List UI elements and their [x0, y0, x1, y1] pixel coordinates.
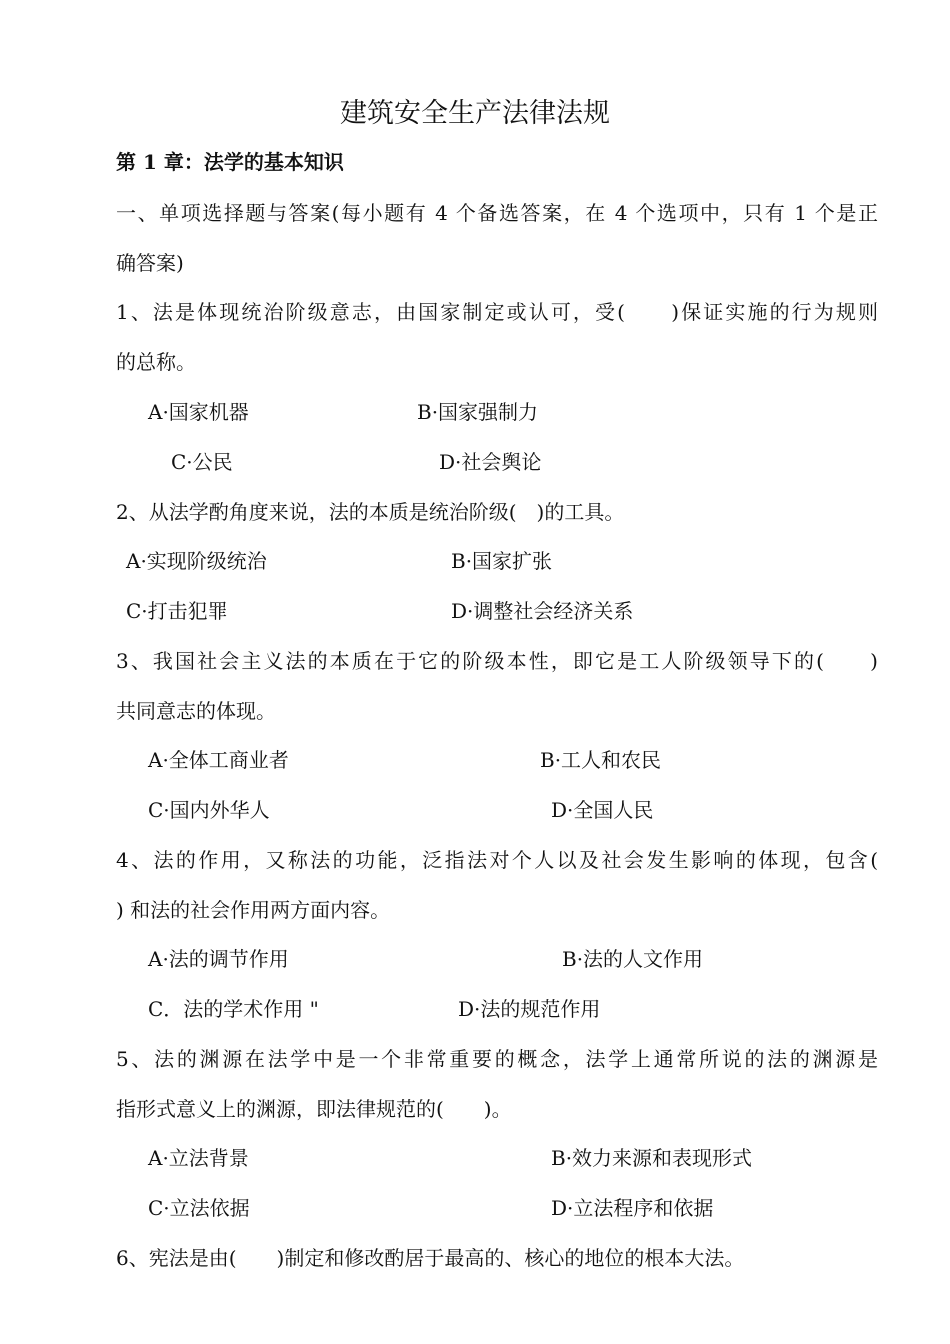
question-2-option-a: A·实现阶级统治 [126, 549, 267, 573]
question-4-option-c: C．法的学术作用 " [148, 997, 319, 1021]
question-4-line-2: ) 和法的社会作用两方面内容。 [116, 898, 391, 922]
question-3-option-c: C·国内外华人 [148, 798, 270, 822]
question-4-option-b: B·法的人文作用 [562, 947, 704, 971]
question-5-option-c: C·立法依据 [148, 1196, 250, 1220]
question-6-line-1: 6、宪法是由( )制定和修改酌居于最高的、核心的地位的根本大法。 [116, 1246, 745, 1270]
question-1-option-c: C·公民 [171, 450, 233, 474]
question-1-option-b: B·国家强制力 [417, 400, 539, 424]
question-3-line-2: 共同意志的体现。 [116, 699, 276, 723]
question-4-line-1: 4、法的作用，又称法的功能，泛指法对个人以及社会发生影响的体现，包含( [116, 848, 878, 872]
question-5-option-d: D·立法程序和依据 [551, 1196, 714, 1220]
question-3-line-1: 3、我国社会主义法的本质在于它的阶级本性，即它是工人阶级领导下的( ) [116, 649, 878, 673]
question-1-option-d: D·社会舆论 [439, 450, 542, 474]
section-heading-line-2: 确答案) [116, 251, 184, 275]
question-3-option-d: D·全国人民 [551, 798, 654, 822]
question-2-line-1: 2、从法学酌角度来说，法的本质是统治阶级( )的工具。 [116, 500, 625, 524]
question-5-option-a: A·立法背景 [148, 1146, 249, 1170]
question-1-line-2: 的总称。 [116, 350, 196, 374]
question-3-option-b: B·工人和农民 [540, 748, 662, 772]
question-4-option-d: D·法的规范作用 [458, 997, 601, 1021]
question-5-line-2: 指形式意义上的渊源，即法律规范的( )。 [116, 1097, 512, 1121]
question-5-line-1: 5、法的渊源在法学中是一个非常重要的概念，法学上通常所说的法的渊源是 [116, 1047, 878, 1071]
section-heading-line-1: 一、单项选择题与答案(每小题有 4 个备选答案，在 4 个选项中，只有 1 个是正 [116, 201, 878, 225]
question-2-option-d: D·调整社会经济关系 [451, 599, 634, 623]
question-1-line-1: 1、法是体现统治阶级意志，由国家制定或认可，受( )保证实施的行为规则 [116, 300, 878, 324]
document-title: 建筑安全生产法律法规 [340, 98, 610, 129]
question-1-option-a: A·国家机器 [148, 400, 249, 424]
question-4-option-a: A·法的调节作用 [148, 947, 289, 971]
question-2-option-c: C·打击犯罪 [126, 599, 228, 623]
question-3-option-a: A·全体工商业者 [148, 748, 289, 772]
question-2-option-b: B·国家扩张 [451, 549, 553, 573]
chapter-heading: 第 1 章：法学的基本知识 [116, 150, 344, 174]
question-5-option-b: B·效力来源和表现形式 [551, 1146, 753, 1170]
